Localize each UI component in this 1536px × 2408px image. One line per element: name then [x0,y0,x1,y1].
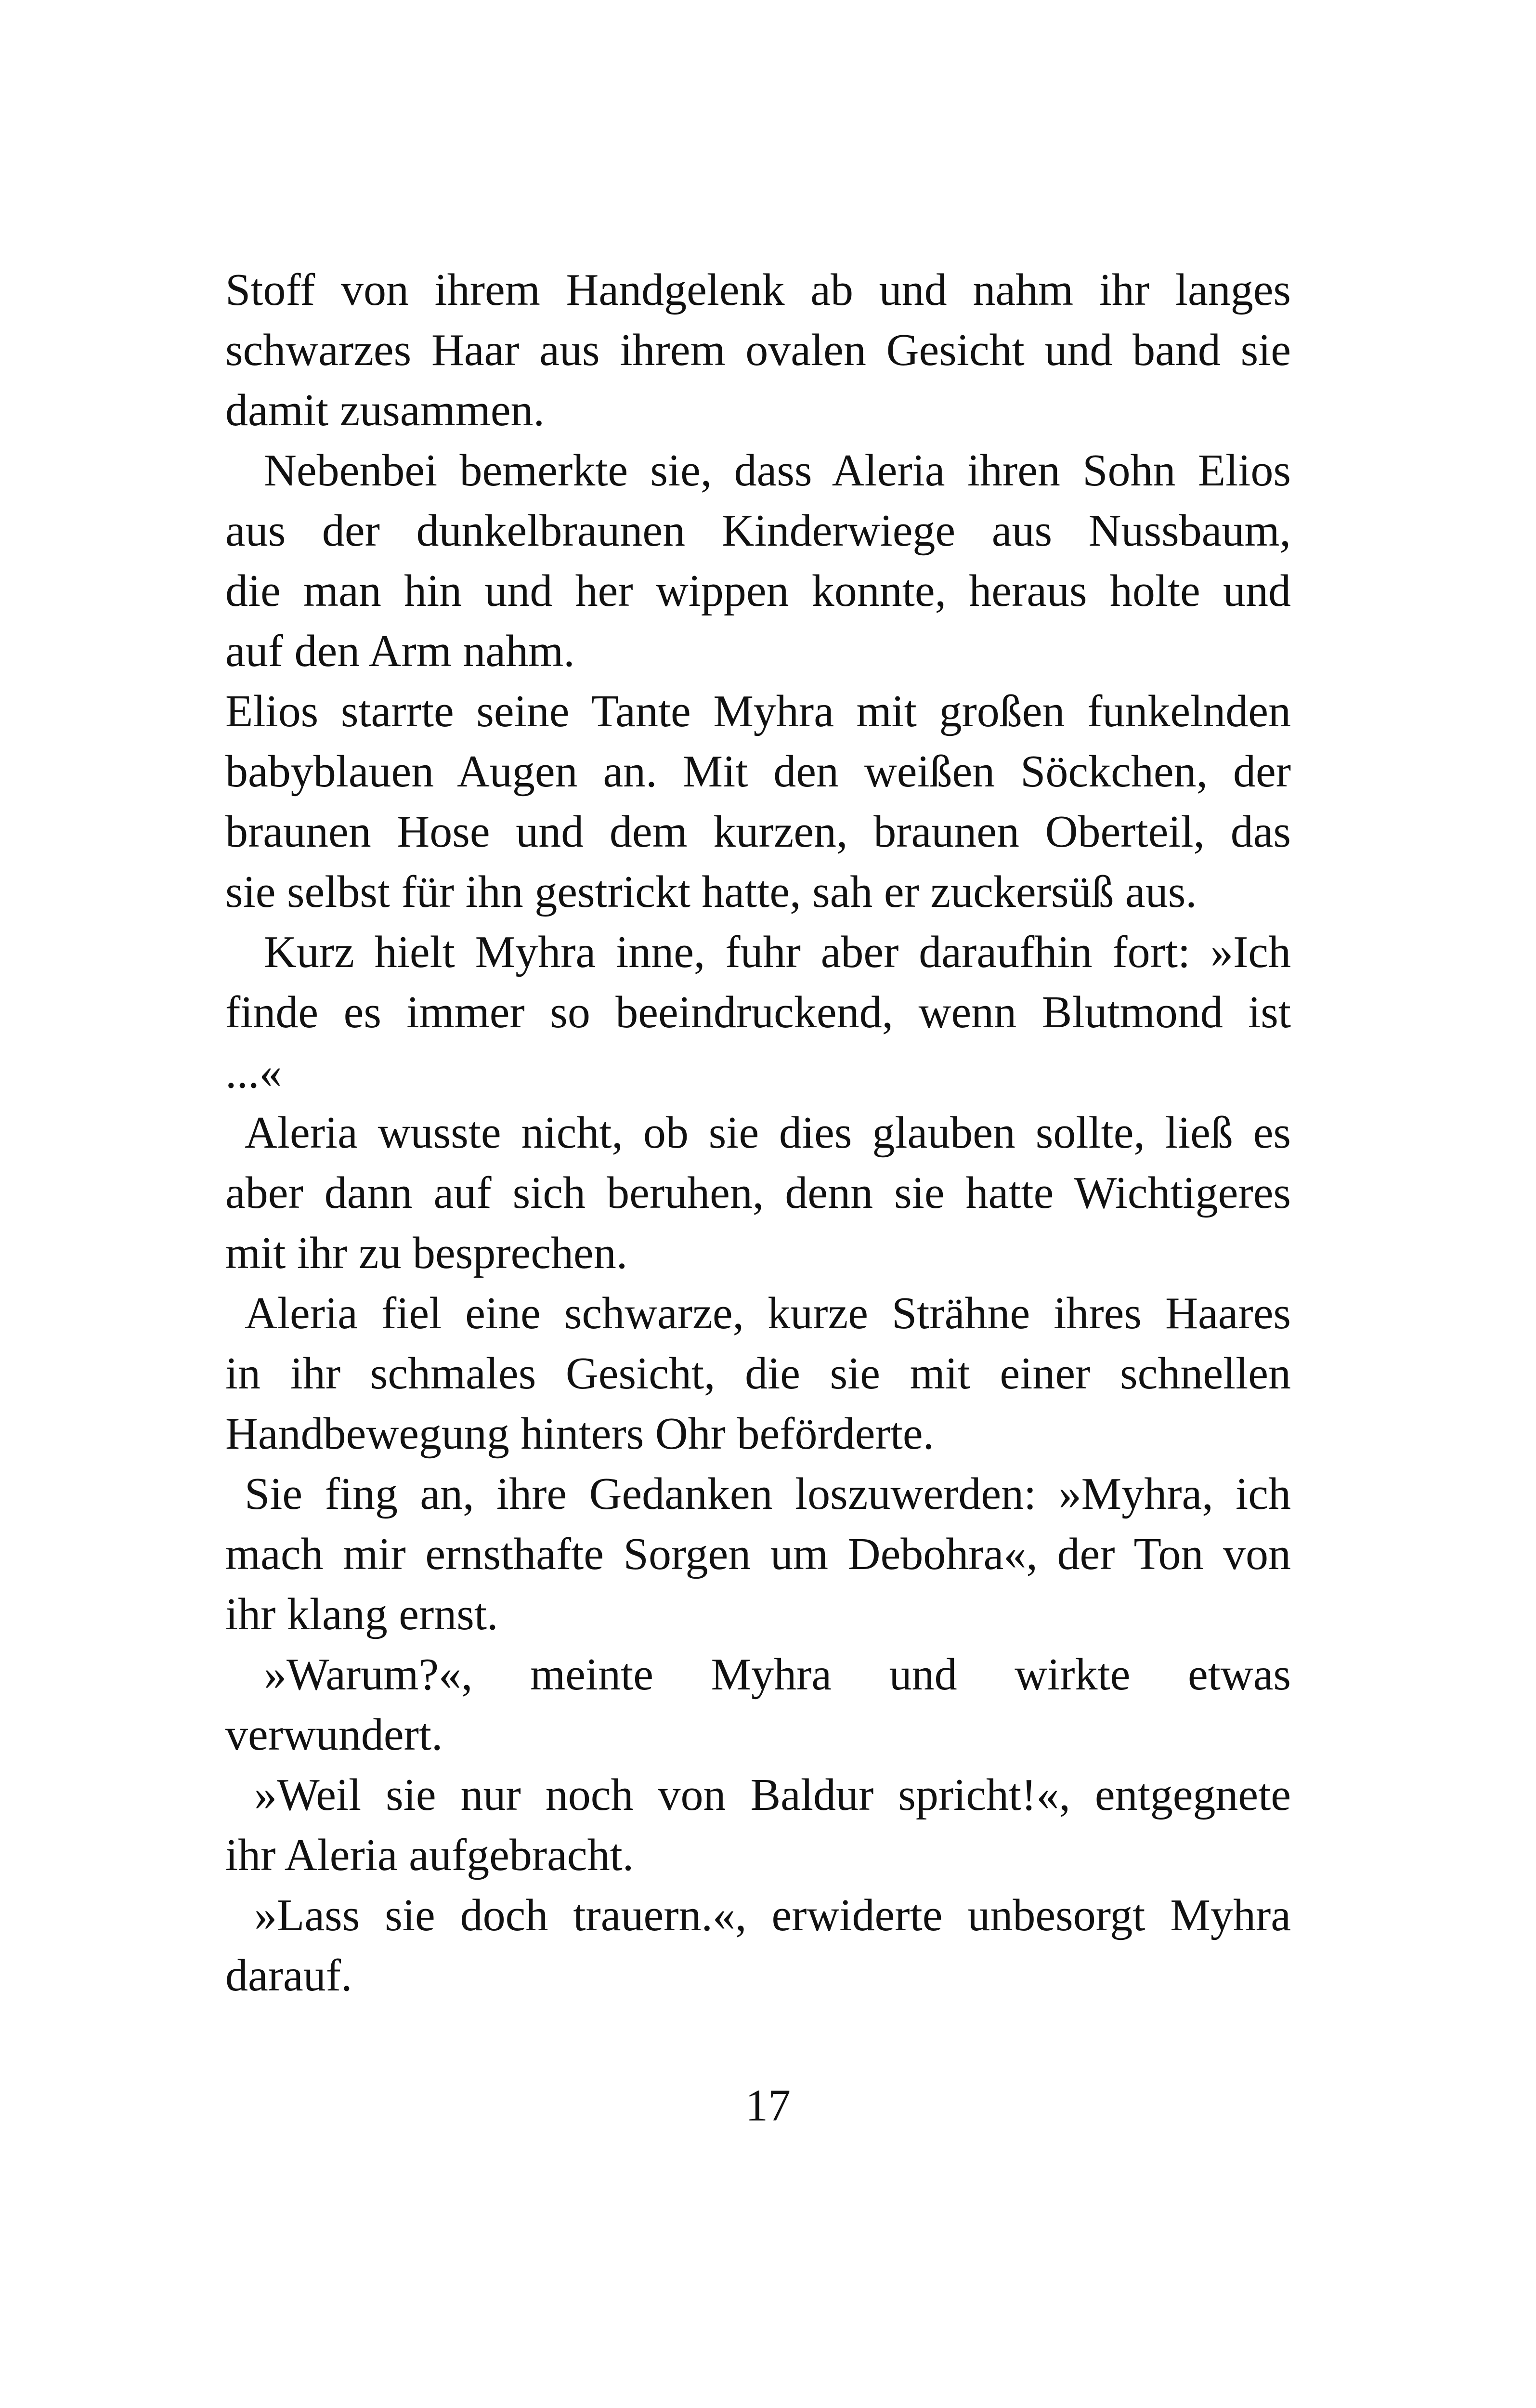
text-line: mach mir ernsthafte Sorgen um Debohra«, der Ton von [225,1529,1291,1579]
text-line: Aleria fiel eine schwarze, kurze Strähne ihres Haares [245,1288,1291,1338]
text-line: aus der dunkelbraunen Kinderwiege aus Nussbaum, [225,506,1291,556]
text-line: aber dann auf sich beruhen, denn sie hatte Wichtigeres [225,1168,1291,1218]
text-line: damit zusammen. [225,385,545,435]
text-line: in ihr schmales Gesicht, die sie mit einer schnellen [225,1348,1291,1399]
text-line: Nebenbei bemerkte sie, dass Aleria ihren Sohn Elios [264,445,1291,496]
text-line: Kurz hielt Myhra inne, fuhr aber daraufhin fort: »Ich [264,927,1291,977]
text-line: mit ihr zu besprechen. [225,1228,628,1278]
text-line: die man hin und her wippen konnte, heraus holte und [225,566,1291,616]
text-line: finde es immer so beeindruckend, wenn Blutmond ist [225,987,1291,1037]
text-line: babyblauen Augen an. Mit den weißen Söckchen, der [225,746,1291,797]
text-line: ihr Aleria aufgebracht. [225,1830,634,1880]
text-line: darauf. [225,1950,352,2001]
text-line: ...« [225,1047,282,1098]
text-line: ihr klang ernst. [225,1589,498,1639]
text-line: Elios starrte seine Tante Myhra mit großen funkelnden [225,686,1291,736]
text-line: Aleria wusste nicht, ob sie dies glauben sollte, ließ es [245,1108,1291,1158]
text-line: sie selbst für ihn gestrickt hatte, sah er zuckersüß aus. [225,867,1197,917]
text-line: auf den Arm nahm. [225,626,575,676]
text-line: verwundert. [225,1710,443,1760]
text-line: Stoff von ihrem Handgelenk ab und nahm ihr langes [225,265,1291,315]
page-number: 17 [745,2081,791,2131]
text-line: Handbewegung hinters Ohr beförderte. [225,1409,935,1459]
text-line: »Weil sie nur noch von Baldur spricht!«, entgegnete [254,1770,1291,1820]
text-line: »Lass sie doch trauern.«, erwiderte unbesorgt Myhra [254,1890,1291,1940]
body-text [225,260,1291,2006]
text-line: »Warum?«, meinte Myhra und wirkte etwas [264,1649,1291,1700]
text-line: schwarzes Haar aus ihrem ovalen Gesicht und band sie [225,325,1291,375]
text-line: braunen Hose und dem kurzen, braunen Oberteil, das [225,807,1291,857]
text-line: Sie fing an, ihre Gedanken loszuwerden: »Myhra, ich [245,1469,1291,1519]
